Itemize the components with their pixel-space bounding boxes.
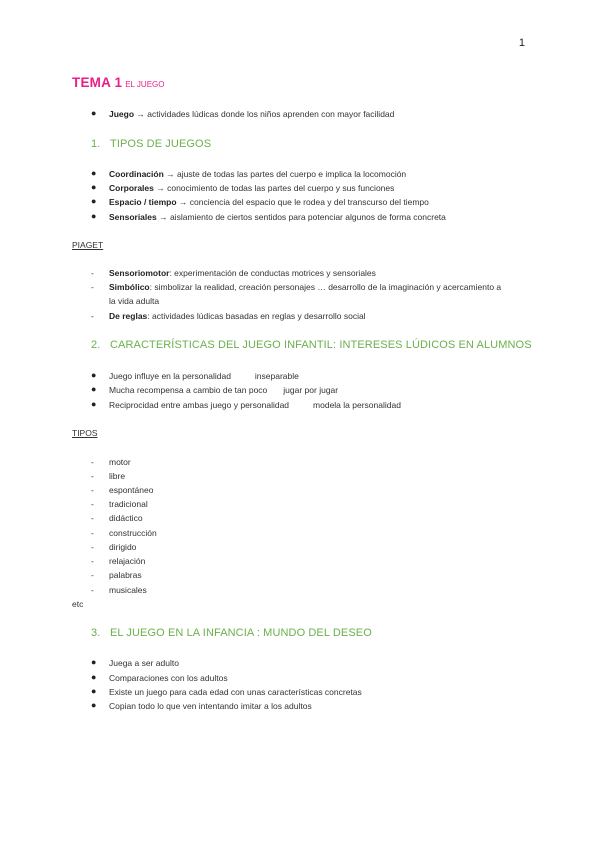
list-item: Juega a ser adulto bbox=[109, 658, 179, 668]
item-result: inseparable bbox=[254, 371, 299, 381]
list-item: espontáneo bbox=[109, 485, 154, 495]
bullet-icon: ● bbox=[91, 196, 97, 206]
list-item bbox=[109, 282, 501, 292]
item-text: → ajuste de todas las partes del cuerpo e implica la locomoción bbox=[163, 169, 407, 179]
list-item bbox=[109, 311, 366, 321]
bullet-icon: ● bbox=[91, 168, 97, 178]
item-text: → aislamiento de ciertos sentidos para potenciar algunos de forma concreta bbox=[156, 212, 446, 222]
bullet-icon: ● bbox=[91, 686, 97, 696]
bullet-icon: ● bbox=[91, 370, 97, 380]
section-1-heading bbox=[91, 138, 211, 150]
item-text: → conocimiento de todas las partes del cuerpo y sus funciones bbox=[153, 183, 395, 193]
bullet-icon: ● bbox=[91, 108, 97, 118]
bullet-icon: ● bbox=[91, 182, 97, 192]
list-item bbox=[109, 183, 394, 193]
list-item: motor bbox=[109, 457, 131, 467]
bullet-icon: ● bbox=[91, 399, 97, 409]
title-main: TEMA 1 bbox=[72, 75, 123, 90]
page-number: 1 bbox=[518, 37, 525, 49]
section-2-number: 2. bbox=[91, 339, 101, 351]
item-term: Sensoriomotor bbox=[109, 268, 170, 278]
section-3-heading bbox=[91, 627, 372, 639]
section-1-title: TIPOS DE JUEGOS bbox=[110, 138, 212, 150]
dash-icon: - bbox=[91, 528, 94, 538]
etc-text: etc bbox=[72, 599, 84, 609]
section-3-title: EL JUEGO EN LA INFANCIA : MUNDO DEL DESEO bbox=[110, 627, 372, 639]
item-term: Corporales bbox=[109, 183, 154, 193]
dash-icon: - bbox=[91, 499, 94, 509]
list-item bbox=[109, 197, 429, 207]
dash-icon: - bbox=[91, 556, 94, 566]
tipos-label: TIPOS bbox=[72, 428, 98, 438]
item-term: Coordinación bbox=[109, 169, 164, 179]
dash-icon: - bbox=[91, 311, 94, 321]
intro-term: Juego bbox=[109, 109, 135, 119]
title-sub: EL JUEGO bbox=[125, 80, 165, 89]
item-text: : actividades lúdicas basadas en reglas y desarrollo social bbox=[147, 311, 366, 321]
piaget-label: PIAGET bbox=[72, 240, 104, 250]
section-1-number: 1. bbox=[91, 138, 101, 150]
list-item: construcción bbox=[109, 528, 157, 538]
list-item: Copian todo lo que ven intentando imitar a los adultos bbox=[109, 701, 312, 711]
list-item bbox=[109, 212, 446, 222]
section-3-number: 3. bbox=[91, 627, 101, 639]
dash-icon: - bbox=[91, 485, 94, 495]
list-item bbox=[109, 169, 406, 179]
section-2-title: CARACTERÍSTICAS DEL JUEGO INFANTIL: INTERESES LÚDICOS EN ALUMNOS bbox=[110, 339, 532, 351]
bullet-icon: ● bbox=[91, 384, 97, 394]
item-term: Sensoriales bbox=[109, 212, 157, 222]
item-result: jugar por jugar bbox=[283, 385, 339, 395]
item-term: Espacio / tiempo bbox=[109, 197, 177, 207]
intro-text: → actividades lúdicas donde los niños aprenden con mayor facilidad bbox=[134, 109, 395, 119]
list-item: tradicional bbox=[109, 499, 148, 509]
list-item: libre bbox=[109, 471, 126, 481]
dash-icon: - bbox=[91, 542, 94, 552]
dash-icon: - bbox=[91, 513, 94, 523]
bullet-icon: ● bbox=[91, 672, 97, 682]
item-continuation: la vida adulta bbox=[109, 296, 160, 306]
list-item bbox=[109, 268, 376, 278]
bullet-icon: ● bbox=[91, 211, 97, 221]
item-text: Mucha recompensa a cambio de tan poco bbox=[109, 385, 268, 395]
intro-line bbox=[109, 109, 394, 119]
list-item: dirigido bbox=[109, 542, 137, 552]
list-item: Comparaciones con los adultos bbox=[109, 673, 228, 683]
item-result: modela la personalidad bbox=[313, 400, 401, 410]
dash-icon: - bbox=[91, 457, 94, 467]
list-item: palabras bbox=[109, 570, 142, 580]
dash-icon: - bbox=[91, 471, 94, 481]
list-item bbox=[109, 371, 299, 381]
list-item bbox=[109, 400, 401, 410]
item-text: Juego influye en la personalidad bbox=[109, 371, 231, 381]
list-item: relajación bbox=[109, 556, 146, 566]
list-item: Existe un juego para cada edad con unas características concretas bbox=[109, 687, 362, 697]
document-title bbox=[72, 74, 165, 92]
section-2-heading bbox=[91, 339, 532, 351]
item-term: De reglas bbox=[109, 311, 148, 321]
dash-icon: - bbox=[91, 268, 94, 278]
bullet-icon: ● bbox=[91, 700, 97, 710]
item-text: → conciencia del espacio que le rodea y del transcurso del tiempo bbox=[176, 197, 429, 207]
list-item: didáctico bbox=[109, 513, 143, 523]
item-text: : experimentación de conductas motrices y sensoriales bbox=[169, 268, 376, 278]
dash-icon: - bbox=[91, 585, 94, 595]
list-item: musicales bbox=[109, 585, 147, 595]
item-term: Simbólico bbox=[109, 282, 150, 292]
list-item bbox=[109, 385, 338, 395]
item-text: : simbolizar la realidad, creación personajes … desarrollo de la imaginación y acercamiento a bbox=[149, 282, 502, 292]
dash-icon: - bbox=[91, 570, 94, 580]
item-text: Reciprocidad entre ambas juego y personalidad bbox=[109, 400, 290, 410]
bullet-icon: ● bbox=[91, 657, 97, 667]
dash-icon: - bbox=[91, 282, 94, 292]
